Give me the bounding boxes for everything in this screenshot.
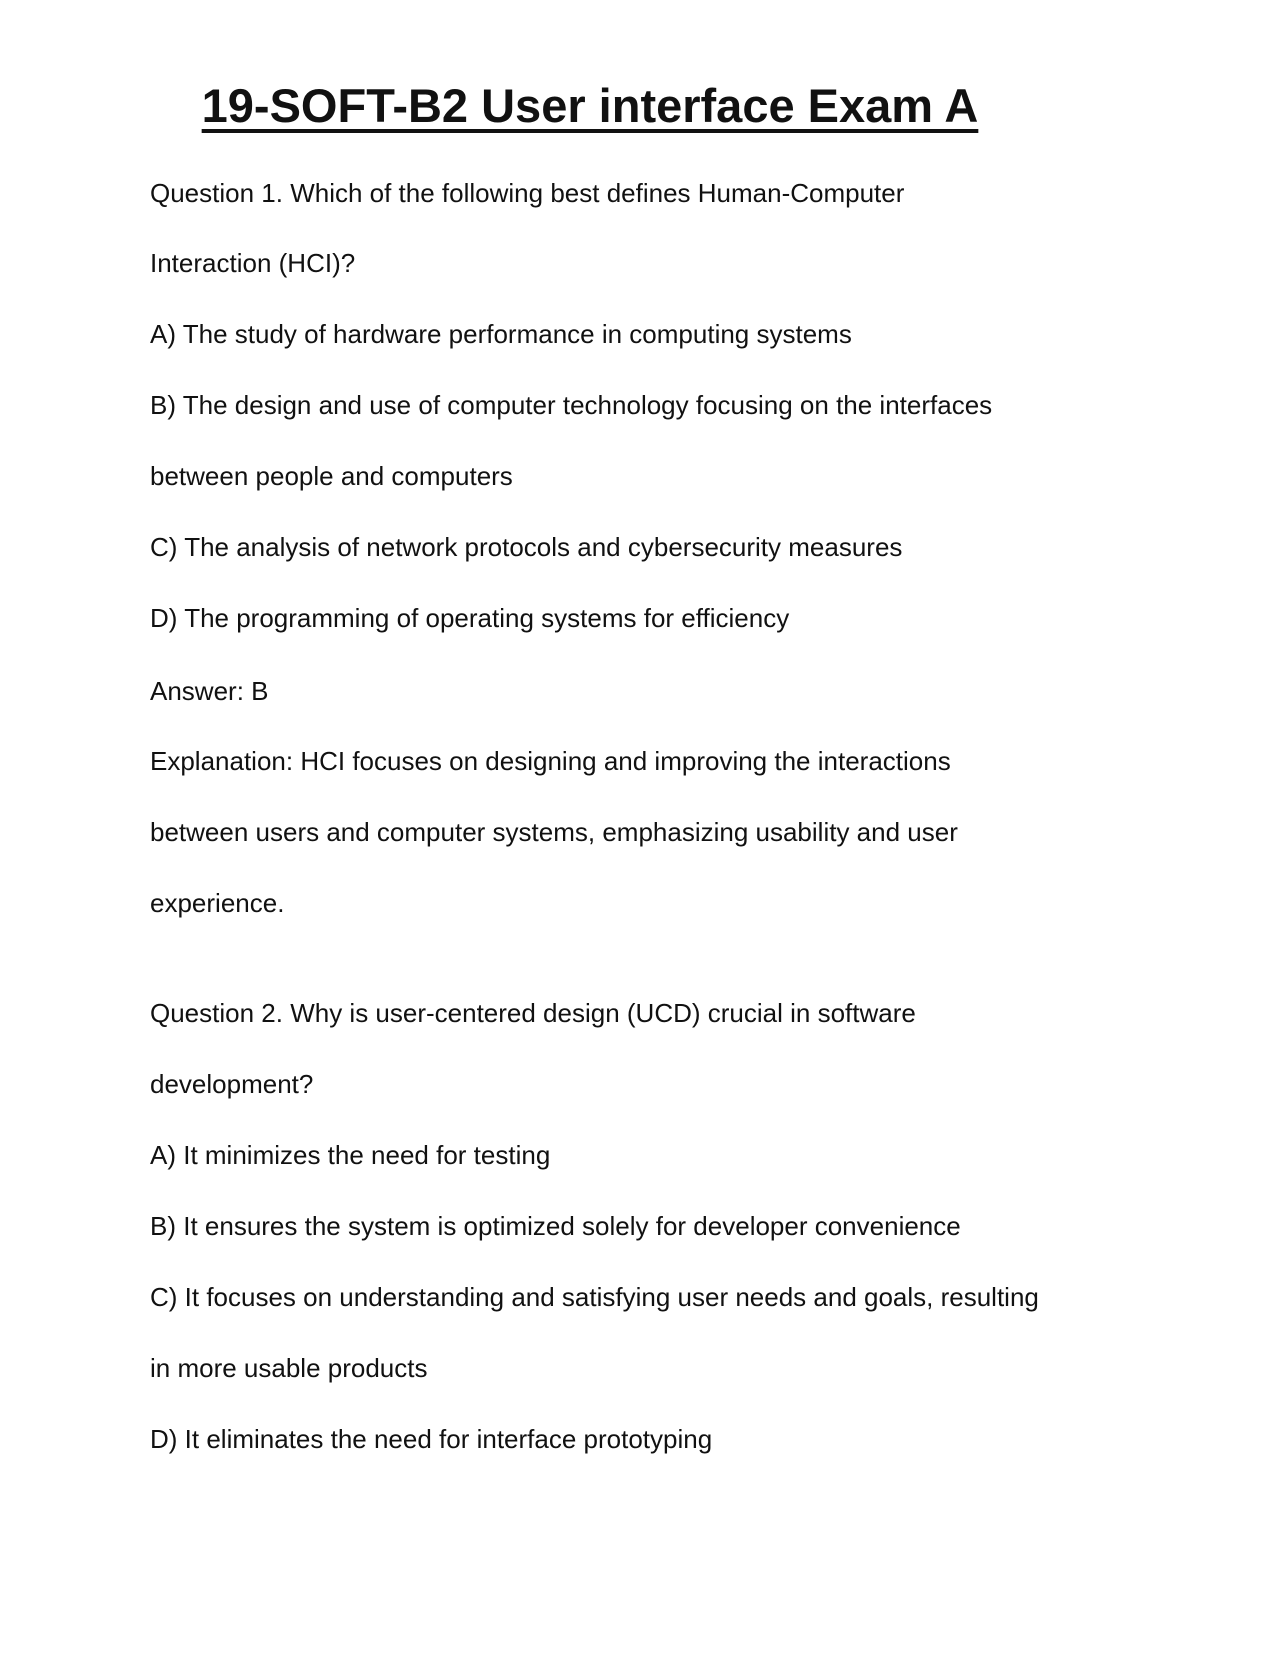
question-1-option-b-line-1: B) The design and use of computer technology focusing on the interfaces: [150, 390, 993, 420]
question-2-text-line-1: Question 2. Why is user-centered design (UCD) crucial in software: [150, 998, 916, 1028]
question-1-option-c: C) The analysis of network protocols and cybersecurity measures: [150, 532, 903, 562]
question-1-text-line-2: Interaction (HCI)?: [150, 248, 356, 278]
question-2-option-c-line-2: in more usable products: [150, 1353, 428, 1383]
question-1-text-line-1: Question 1. Which of the following best defines Human-Computer: [150, 178, 905, 208]
question-2-option-b: B) It ensures the system is optimized solely for developer convenience: [150, 1211, 961, 1241]
question-2-option-d: D) It eliminates the need for interface prototyping: [150, 1424, 713, 1454]
exam-title: 19-SOFT-B2 User interface Exam A: [201, 79, 979, 132]
question-1-option-a: A) The study of hardware performance in computing systems: [150, 319, 852, 349]
question-1-explanation-line-3: experience.: [150, 888, 285, 918]
question-1-answer: Answer: B: [150, 676, 269, 706]
question-2-option-a: A) It minimizes the need for testing: [150, 1140, 551, 1170]
question-1-option-b-line-2: between people and computers: [150, 461, 513, 491]
question-2-text-line-2: development?: [150, 1069, 314, 1099]
question-1-explanation-line-1: Explanation: HCI focuses on designing and improving the interactions: [150, 746, 951, 776]
question-1-explanation-line-2: between users and computer systems, emphasizing usability and user: [150, 817, 958, 847]
question-2-option-c-line-1: C) It focuses on understanding and satisfying user needs and goals, resulting: [150, 1282, 1039, 1312]
question-1-option-d: D) The programming of operating systems for efficiency: [150, 603, 790, 633]
